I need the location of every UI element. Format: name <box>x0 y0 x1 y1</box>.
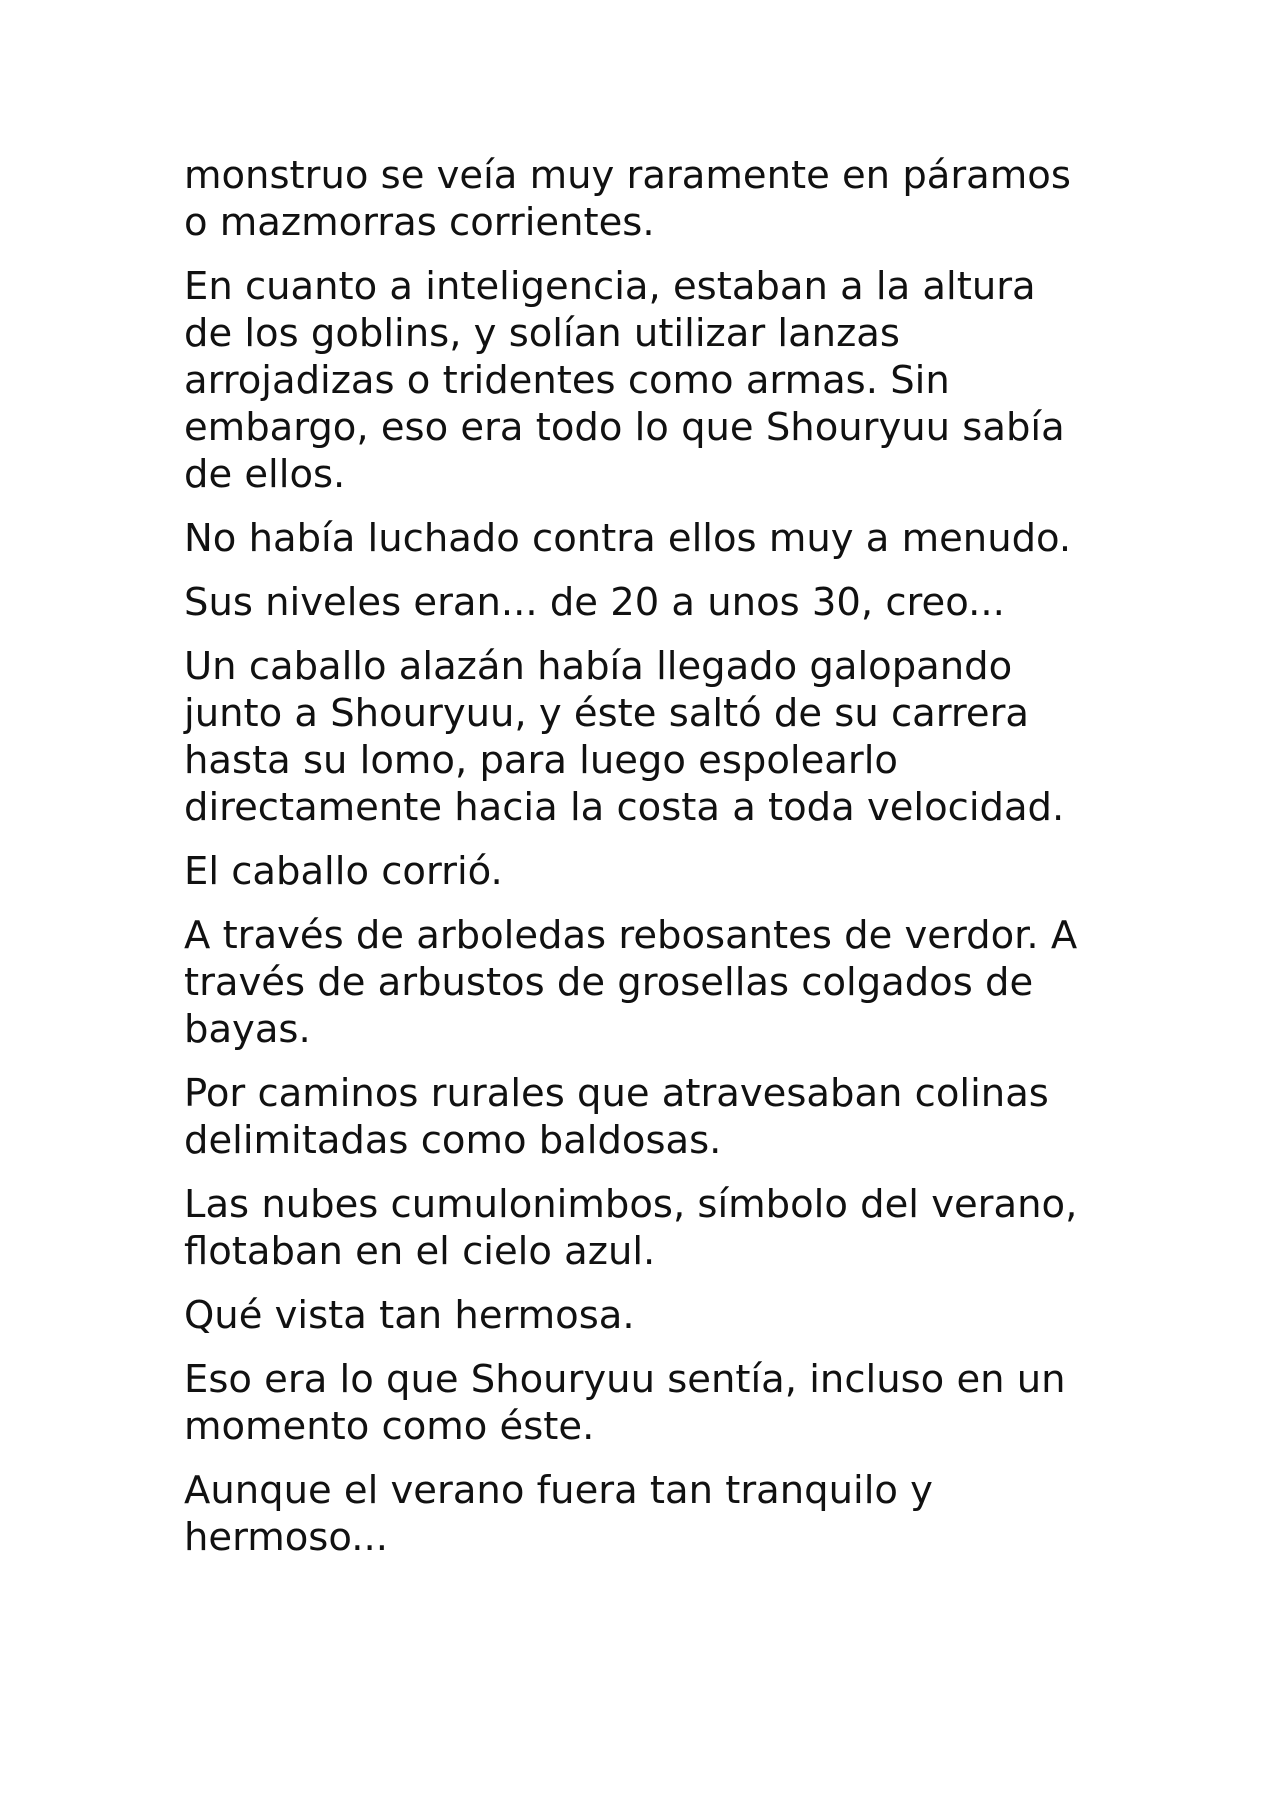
paragraph-8: Por caminos rurales que atravesaban colinas delimitadas como baldosas. <box>184 1071 1049 1163</box>
paragraph-4: Sus niveles eran... de 20 a unos 30, creo... <box>184 580 1005 625</box>
paragraph-6: El caballo corrió. <box>184 849 503 894</box>
paragraph-1: monstruo se veía muy raramente en páramos o mazmorras corrientes. <box>184 153 1071 245</box>
paragraph-3: No había luchado contra ellos muy a menudo. <box>184 516 1072 561</box>
paragraph-11: Eso era lo que Shouryuu sentía, incluso en un momento como éste. <box>184 1357 1066 1449</box>
paragraph-12: Aunque el verano fuera tan tranquilo y hermoso... <box>184 1468 933 1560</box>
paragraph-10: Qué vista tan hermosa. <box>184 1293 635 1338</box>
paragraph-5: Un caballo alazán había llegado galopando junto a Shouryuu, y éste saltó de su carrera hasta su lomo, para luego espolearlo directamente hacia la costa a toda velocidad. <box>184 644 1065 830</box>
body-text <box>184 152 1104 1578</box>
paragraph-2: En cuanto a inteligencia, estaban a la altura de los goblins, y solían utilizar lanzas arrojadizas o tridentes como armas. Sin embargo, eso era todo lo que Shouryuu sabía de ellos. <box>184 264 1065 497</box>
paragraph-9: Las nubes cumulonimbos, símbolo del verano, flotaban en el cielo azul. <box>184 1182 1078 1274</box>
paragraph-7: A través de arboledas rebosantes de verdor. A través de arbustos de grosellas colgados de bayas. <box>184 913 1078 1052</box>
